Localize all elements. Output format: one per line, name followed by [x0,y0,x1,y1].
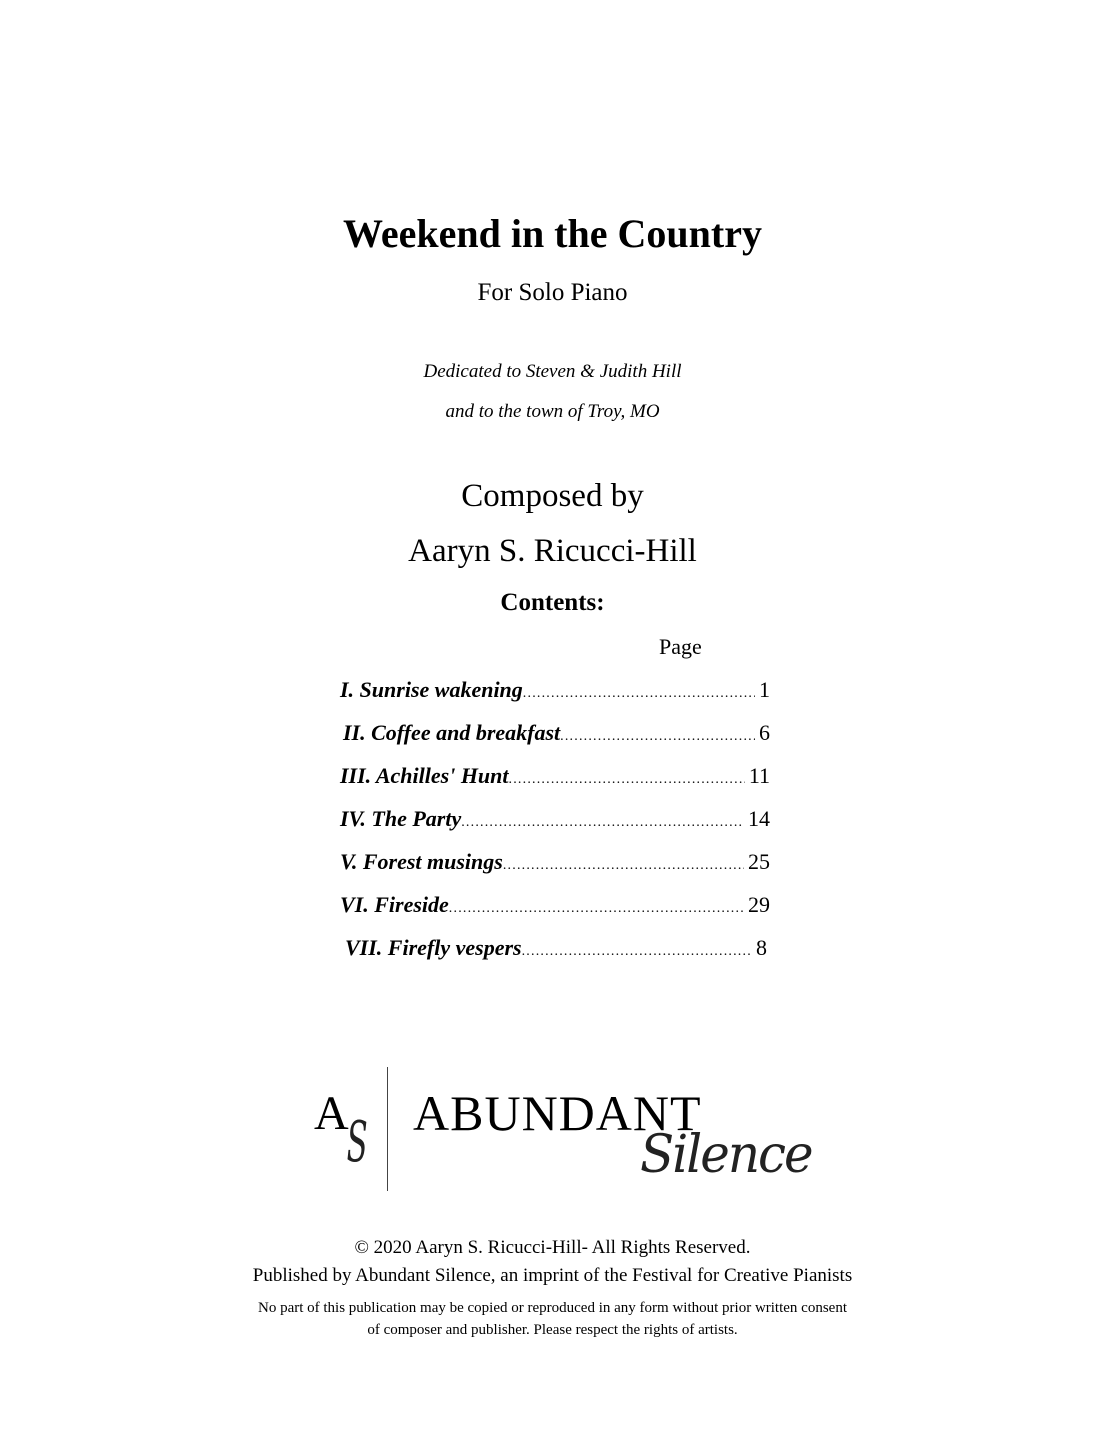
toc-entry-page: 29 [748,892,770,917]
logo-wordmark-silence: Silence [640,1123,812,1185]
toc-entry [340,804,770,847]
toc-entry-page: 8 [756,935,767,960]
rights-notice-line-2: of composer and publisher. Please respect the rights of artists. [367,1322,738,1338]
toc-entry [340,847,770,890]
toc-entry-page: 25 [748,849,770,874]
logo-divider [387,1067,388,1191]
toc-entry-title: IV. The Party [340,806,462,831]
toc-leader-dots [503,851,744,881]
publisher-logo [310,1065,810,1195]
toc-entry-page: 14 [748,806,770,831]
toc-entry [340,933,767,976]
toc-leader-dots [461,808,744,838]
toc-entry-page: 6 [759,720,770,745]
dedication-line-2: and to the town of Troy, MO [445,401,660,422]
toc-leader-dots [522,937,752,967]
logo-monogram-s: S [346,1110,368,1175]
toc-entry-title: III. Achilles' Hunt [340,763,509,788]
toc-leader-dots [523,679,755,709]
toc-entry-title: VII. Firefly vespers [345,935,522,960]
rights-notice-line-1: No part of this publication may be copied or reproduced in any form without prior written consent [257,1300,847,1316]
composed-by-label: Composed by [461,478,644,514]
toc-entry [340,718,770,761]
toc-entry-title: V. Forest musings [340,849,503,874]
toc-entry-title: II. Coffee and breakfast [343,720,561,745]
table-of-contents [340,675,770,976]
subtitle: For Solo Piano [477,279,628,306]
page-column-label: Page [659,634,702,659]
publisher-line: Published by Abundant Silence, an imprint of the Festival for Creative Pianists [252,1265,853,1286]
toc-entry-page: 11 [748,763,770,788]
toc-entry [340,675,770,718]
document-title: Weekend in the Country [343,211,762,256]
toc-entry-title: VI. Fireside [340,892,449,917]
dedication-line-1: Dedicated to Steven & Judith Hill [423,361,682,382]
toc-entry [340,890,770,933]
toc-leader-dots [449,894,744,924]
copyright-line: © 2020 Aaryn S. Ricucci-Hill- All Rights Reserved. [354,1237,751,1258]
logo-wordmark-abundant: ABUNDANT [413,1085,702,1141]
logo-monogram-a: A [314,1087,349,1140]
composer-name: Aaryn S. Ricucci-Hill [408,533,697,569]
toc-leader-dots [560,722,755,752]
toc-entry [340,761,770,804]
toc-entry-title: I. Sunrise wakening [340,677,523,702]
toc-entry-page: 1 [759,677,770,702]
contents-heading: Contents: [500,589,605,616]
toc-leader-dots [509,765,745,795]
